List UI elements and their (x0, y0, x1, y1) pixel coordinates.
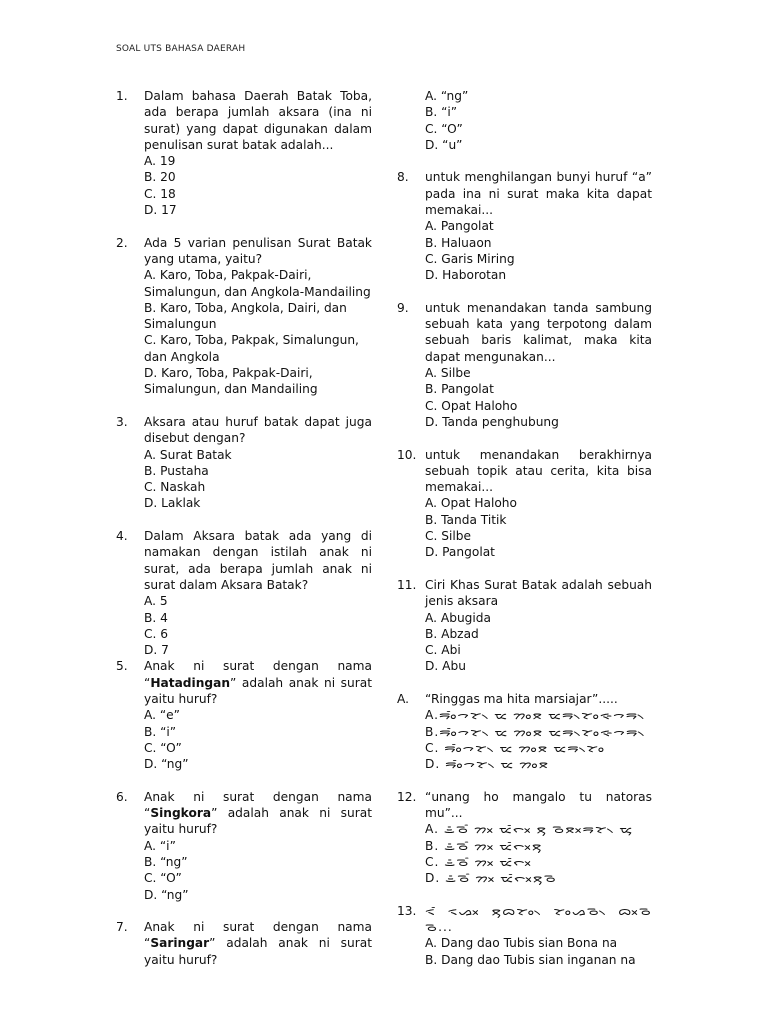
answer-option: A.ᯒᯪᯰᯎᯘ᯲ ᯔ ᯂᯪᯖ ᯔᯒ᯲ᯘᯪᯐᯎᯒ᯲ (425, 708, 646, 723)
question-stem-bold: Singkora (150, 806, 212, 821)
question-item (397, 903, 652, 968)
answer-option: D. 17 (144, 203, 177, 218)
question-item (116, 414, 372, 512)
question-item (116, 658, 372, 772)
question-stem-text: ” adalah anak ni surat yaitu huruf? (144, 936, 372, 967)
answer-option: D. “ng” (144, 757, 189, 772)
question-stem: Ciri Khas Surat Batak adalah sebuah jenis aksara (425, 577, 652, 609)
answer-option: D. Haborotan (425, 268, 507, 283)
question-stem (144, 789, 372, 838)
question-stem-text: ” adalah anak ni surat yaitu huruf? (144, 806, 372, 837)
answer-option: B. Pustaha (144, 463, 209, 478)
question-item (116, 528, 372, 658)
question-number: 9. (397, 300, 409, 315)
question-stem: “Ringgas ma hita marsiajar”..... (425, 691, 618, 706)
answer-option: C. “O” (144, 740, 182, 755)
question-stem-text: Anak ni surat dengan nama “ (144, 920, 372, 951)
question-number: 11. (397, 577, 417, 592)
question-stem-text: Anak ni surat dengan nama “ (144, 659, 372, 690)
answer-option: B. “i” (425, 105, 458, 120)
answer-option: A. “i” (144, 838, 176, 853)
question-number: A. (397, 691, 409, 706)
question-stem: untuk menandakan berakhirnya sebuah topik atau cerita, kita bisa memakai... (425, 447, 652, 495)
answer-option: C. Garis Miring (425, 251, 515, 266)
question-stem: Aksara atau huruf batak dapat juga disebut dengan? (144, 414, 372, 446)
answer-option: D. Tanda penghubung (425, 414, 559, 429)
answer-option: D. “u” (425, 137, 463, 152)
question-stem: Dalam Aksara batak ada yang di namakan dengan istilah anak ni surat, ada berapa jumlah anak ni surat dalam Aksara Batak? (144, 529, 372, 592)
answer-option: C. Opat Haloho (425, 398, 518, 413)
answer-option: D. Karo, Toba, Pakpak-Dairi, Simalungun, dan Mandailing (144, 366, 318, 397)
answer-option: B. “i” (144, 724, 177, 739)
answer-option: B. “ng” (144, 854, 188, 869)
answer-option: D. Pangolat (425, 545, 495, 560)
answer-option: A. “ng” (425, 89, 469, 103)
question-number: 12. (397, 789, 417, 804)
question-stem (144, 658, 372, 707)
answer-option: B. 20 (144, 170, 176, 185)
answer-option: A. Silbe (425, 366, 471, 381)
answer-option: B. Haluaon (425, 235, 492, 250)
answer-option: D. 7 (144, 643, 169, 658)
question-number: 7. (116, 920, 128, 935)
answer-option: A. Abugida (425, 610, 491, 625)
question-stem-bold: Saringar (150, 936, 210, 951)
question-number: 13. (397, 903, 417, 918)
question-item (397, 691, 652, 772)
question-item (397, 789, 652, 887)
answer-option: A. 5 (144, 594, 168, 609)
answer-option: D. “ng” (144, 887, 189, 902)
answer-option: A. Dang dao Tubis sian Bona na (425, 936, 618, 951)
answer-option: A. ᯥᯉᯰ ᯂᯬ ᯔᯰᯞᯬ ᯖᯮ ᯉᯖᯬᯒᯘ᯲ ᯔᯮ (425, 822, 634, 837)
answer-option: B. Pangolat (425, 382, 494, 397)
question-number: 1. (116, 89, 128, 103)
answer-option: B. ᯥᯉᯰ ᯂᯬ ᯔᯰᯞᯬᯖᯮ (425, 838, 543, 853)
question-item (397, 300, 652, 430)
answer-option: C. 6 (144, 626, 169, 641)
answer-option: C. Silbe (425, 529, 472, 544)
answer-option: C. Naskah (144, 480, 206, 495)
question-number: 8. (397, 170, 409, 185)
question-item (397, 577, 652, 675)
answer-option: D. Abu (425, 659, 466, 674)
answer-option: D. ᯒᯪᯰᯎᯘ᯲ ᯔ ᯂᯪᯖ (425, 757, 550, 772)
answer-option: A. 19 (144, 154, 176, 169)
question-stem: Dalam bahasa Daerah Batak Toba, ada berapa jumlah aksara (ina ni surat) yang dapat digunakan dalam penulisan surat batak adalah... (144, 89, 372, 152)
question-stem: untuk menghilangan bunyi huruf “a” pada ina ni surat maka kita dapat memakai... (425, 170, 652, 218)
question-stem-text: Anak ni surat dengan nama “ (144, 789, 372, 821)
answer-option: B.ᯒᯪᯰᯎᯘ᯲ ᯔ ᯂᯪᯖ ᯔᯒ᯲ᯘᯪᯐᯎᯒ᯲ (425, 724, 646, 739)
question-item (397, 169, 652, 283)
question-stem-bold: Hatadingan (150, 675, 231, 690)
answer-option: C. Abi (425, 643, 461, 658)
question-number: 2. (116, 235, 128, 250)
answer-option: C. 18 (144, 186, 176, 201)
question-number: 6. (116, 789, 128, 804)
answer-option: C. “O” (425, 121, 463, 136)
document-header: SOAL UTS BAHASA DAERAH (116, 44, 246, 54)
answer-option: B. Karo, Toba, Angkola, Dairi, dan Simalungun (144, 300, 347, 332)
answer-option: C. ᯥᯉᯰ ᯂᯬ ᯔᯰᯞᯬ (425, 854, 533, 869)
answer-option: B. Dang dao Tubis sian inganan na (425, 952, 636, 967)
answer-option: C. Karo, Toba, Pakpak, Simalungun, dan Angkola (144, 333, 359, 364)
question-item (116, 789, 372, 903)
left-column (116, 88, 372, 984)
answer-option: B. Tanda Titik (425, 512, 507, 527)
question-number: 5. (116, 659, 128, 674)
question-stem: ᯑᯰ ᯑᯀᯬ ᯖᯮᯅᯪᯘ᯲ ᯘᯪᯀᯉ᯲ ᯅᯬᯉ ᯉ... (425, 903, 652, 935)
question-number: 3. (116, 414, 128, 429)
question-stem: untuk menandakan tanda sambung sebuah kata yang terpotong dalam sebuah baris kalimat, maka kita dapat mengunakan... (425, 300, 652, 364)
right-column (397, 88, 652, 984)
answer-option: C. “O” (144, 871, 182, 886)
question-item (116, 88, 372, 218)
answer-option: B. 4 (144, 610, 168, 625)
answer-option: A. Karo, Toba, Pakpak-Dairi, Simalungun, dan Angkola-Mandailing (144, 268, 371, 299)
answer-option: A. Pangolat (425, 219, 494, 234)
question-stem-text: ” adalah anak ni surat yaitu huruf? (144, 675, 372, 706)
question-stem: Ada 5 varian penulisan Surat Batak yang utama, yaitu? (144, 235, 372, 266)
question-number: 4. (116, 529, 128, 544)
question-item (116, 919, 372, 968)
answer-option: B. Abzad (425, 626, 479, 641)
answer-option: D. ᯥᯉᯰ ᯂᯬ ᯔᯰᯞᯬᯖᯮᯉ (425, 871, 557, 886)
question-number: 10. (397, 447, 417, 462)
question-item (116, 235, 372, 398)
answer-option: D. Laklak (144, 496, 201, 511)
question-stem (144, 919, 372, 968)
answer-option: C. ᯒᯪᯰᯎᯘ᯲ ᯔ ᯂᯪᯖ ᯔᯒ᯲ᯘᯪ (425, 740, 606, 755)
answer-option: A. Surat Batak (144, 447, 232, 462)
answer-option: A. “e” (144, 708, 180, 723)
question-stem: “unang ho mangalo tu natoras mu”... (425, 789, 652, 821)
question-item (397, 88, 652, 153)
answer-option: A. Opat Haloho (425, 496, 517, 511)
question-item (397, 447, 652, 561)
